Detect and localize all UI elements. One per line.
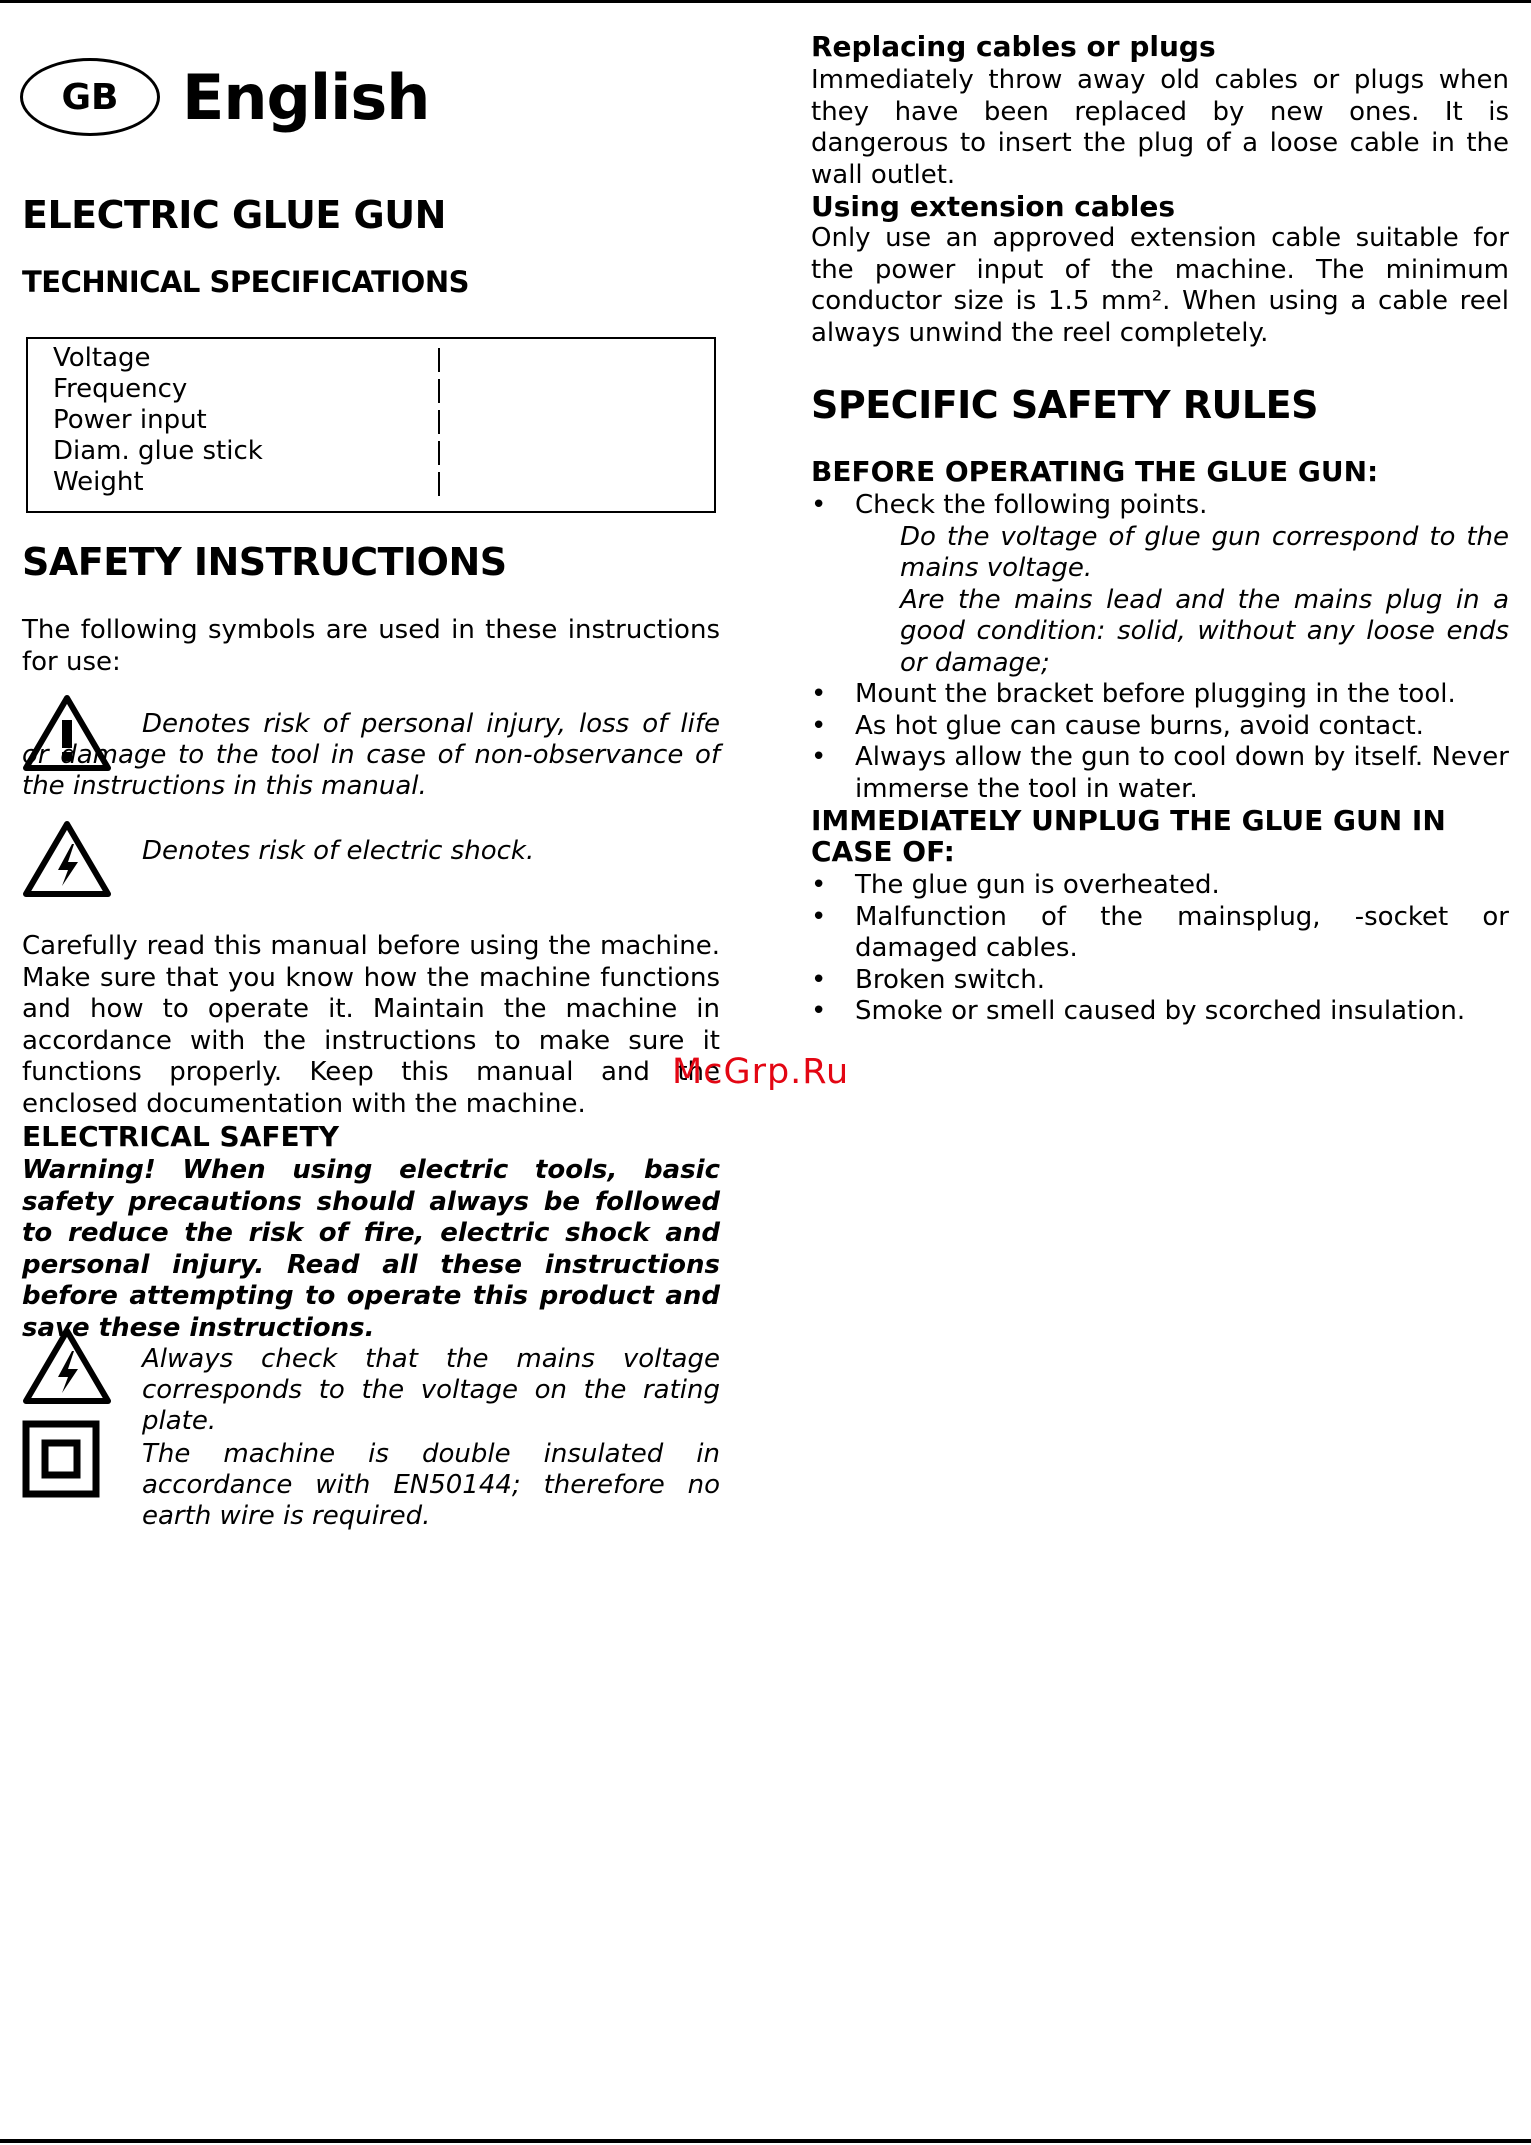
- before-operating-heading: BEFORE OPERATING THE GLUE GUN:: [811, 455, 1379, 488]
- lead-condition-note: Are the mains lead and the mains plug in a good condition: solid, without any loose ends or damage;: [900, 584, 1509, 678]
- double-insulated-text: The machine is double insulated in accordance with EN50144; therefore no earth wire is required.: [142, 1439, 720, 1531]
- watermark: McGrp.Ru: [672, 1052, 850, 1092]
- hot-glue-item: As hot glue can cause burns, avoid contact.: [855, 710, 1424, 741]
- extension-text: Only use an approved extension cable suitable for the power input of the machine. The minimum conductor size is 1.5 mm². When using a cable reel always unwind the reel completely.: [811, 223, 1509, 348]
- safety-heading: SAFETY INSTRUCTIONS: [22, 540, 507, 584]
- symbols-intro: The following symbols are used in these instructions for use:: [22, 615, 720, 677]
- list-item: [811, 870, 1509, 902]
- spec-frequency: Frequency: [53, 374, 188, 404]
- check-points-text: Check the following points.: [855, 490, 1208, 520]
- list-item: [811, 902, 1509, 965]
- cool-down-item: Always allow the gun to cool down by itself. Never immerse the tool in water.: [855, 742, 1509, 804]
- bottom-rule: [0, 2139, 1531, 2143]
- electric-shock-icon: [22, 818, 112, 898]
- top-rule: [0, 0, 1531, 3]
- replacing-text: Immediately throw away old cables or plugs when they have been replaced by new ones. It is dangerous to insert the plug of a loose cable in the wall outlet.: [811, 65, 1509, 190]
- electrical-warning: Warning! When using electric tools, basic safety precautions should always be followed to reduce the risk of fire, electric shock and personal injury. Read all these instructions before attempting to operate this product and save these instructions.: [22, 1155, 720, 1343]
- before-operating-list: [811, 490, 1509, 805]
- list-item: [811, 996, 1509, 1028]
- shock-symbol-text: Denotes risk of electric shock.: [142, 836, 535, 866]
- overheated-item: The glue gun is overheated.: [855, 870, 1220, 900]
- country-badge: GB: [20, 58, 160, 136]
- risk-symbol-text: Denotes risk of personal injury, loss of life or damage to the tool in case of non-observance of the instructions in this manual.: [22, 709, 720, 801]
- spec-power-input: Power input: [53, 405, 207, 435]
- spec-voltage: Voltage: [53, 343, 151, 373]
- spec-table: [26, 337, 716, 513]
- voltage-check-text: Always check that the mains voltage corresponds to the voltage on the rating plate.: [142, 1344, 720, 1436]
- double-insulation-icon: [22, 1420, 100, 1498]
- list-item: [811, 965, 1509, 997]
- extension-heading: Using extension cables: [811, 190, 1176, 223]
- electrical-safety-heading: ELECTRICAL SAFETY: [22, 1120, 339, 1153]
- language-header: [20, 58, 429, 136]
- smoke-item: Smoke or smell caused by scorched insulation.: [855, 996, 1466, 1026]
- spec-divider: [438, 410, 440, 434]
- spec-glue-stick: Diam. glue stick: [53, 436, 263, 466]
- language-title: English: [182, 60, 430, 134]
- unplug-list: [811, 870, 1509, 1028]
- replacing-heading: Replacing cables or plugs: [811, 30, 1216, 63]
- read-manual-text: Carefully read this manual before using the machine. Make sure that you know how the machine functions and how to operate it. Maintain the machine in accordance with the instructions to make sure it functions properly. Keep this manual and the enclosed documentation with the machine.: [22, 931, 720, 1119]
- spec-divider: [438, 441, 440, 465]
- list-item: [811, 711, 1509, 743]
- unplug-heading: IMMEDIATELY UNPLUG THE GLUE GUN IN CASE OF:: [811, 804, 1446, 868]
- voltage-note: Do the voltage of glue gun correspond to the mains voltage.: [900, 521, 1509, 583]
- list-item: [811, 522, 1509, 680]
- spec-weight: Weight: [53, 467, 144, 497]
- spec-divider: [438, 472, 440, 496]
- spec-divider: [438, 348, 440, 372]
- broken-switch-item: Broken switch.: [855, 964, 1045, 995]
- electric-shock-icon: [22, 1325, 112, 1405]
- malfunction-item: Malfunction of the mainsplug, -socket or damaged cables.: [855, 901, 1509, 963]
- product-title: ELECTRIC GLUE GUN: [22, 193, 446, 237]
- specific-safety-heading: SPECIFIC SAFETY RULES: [811, 383, 1318, 427]
- tech-spec-heading: TECHNICAL SPECIFICATIONS: [22, 265, 469, 299]
- list-item: [811, 490, 1509, 522]
- list-item: [811, 679, 1509, 711]
- spec-divider: [438, 379, 440, 403]
- bracket-item: Mount the bracket before plugging in the tool.: [855, 679, 1456, 709]
- list-item: [811, 742, 1509, 805]
